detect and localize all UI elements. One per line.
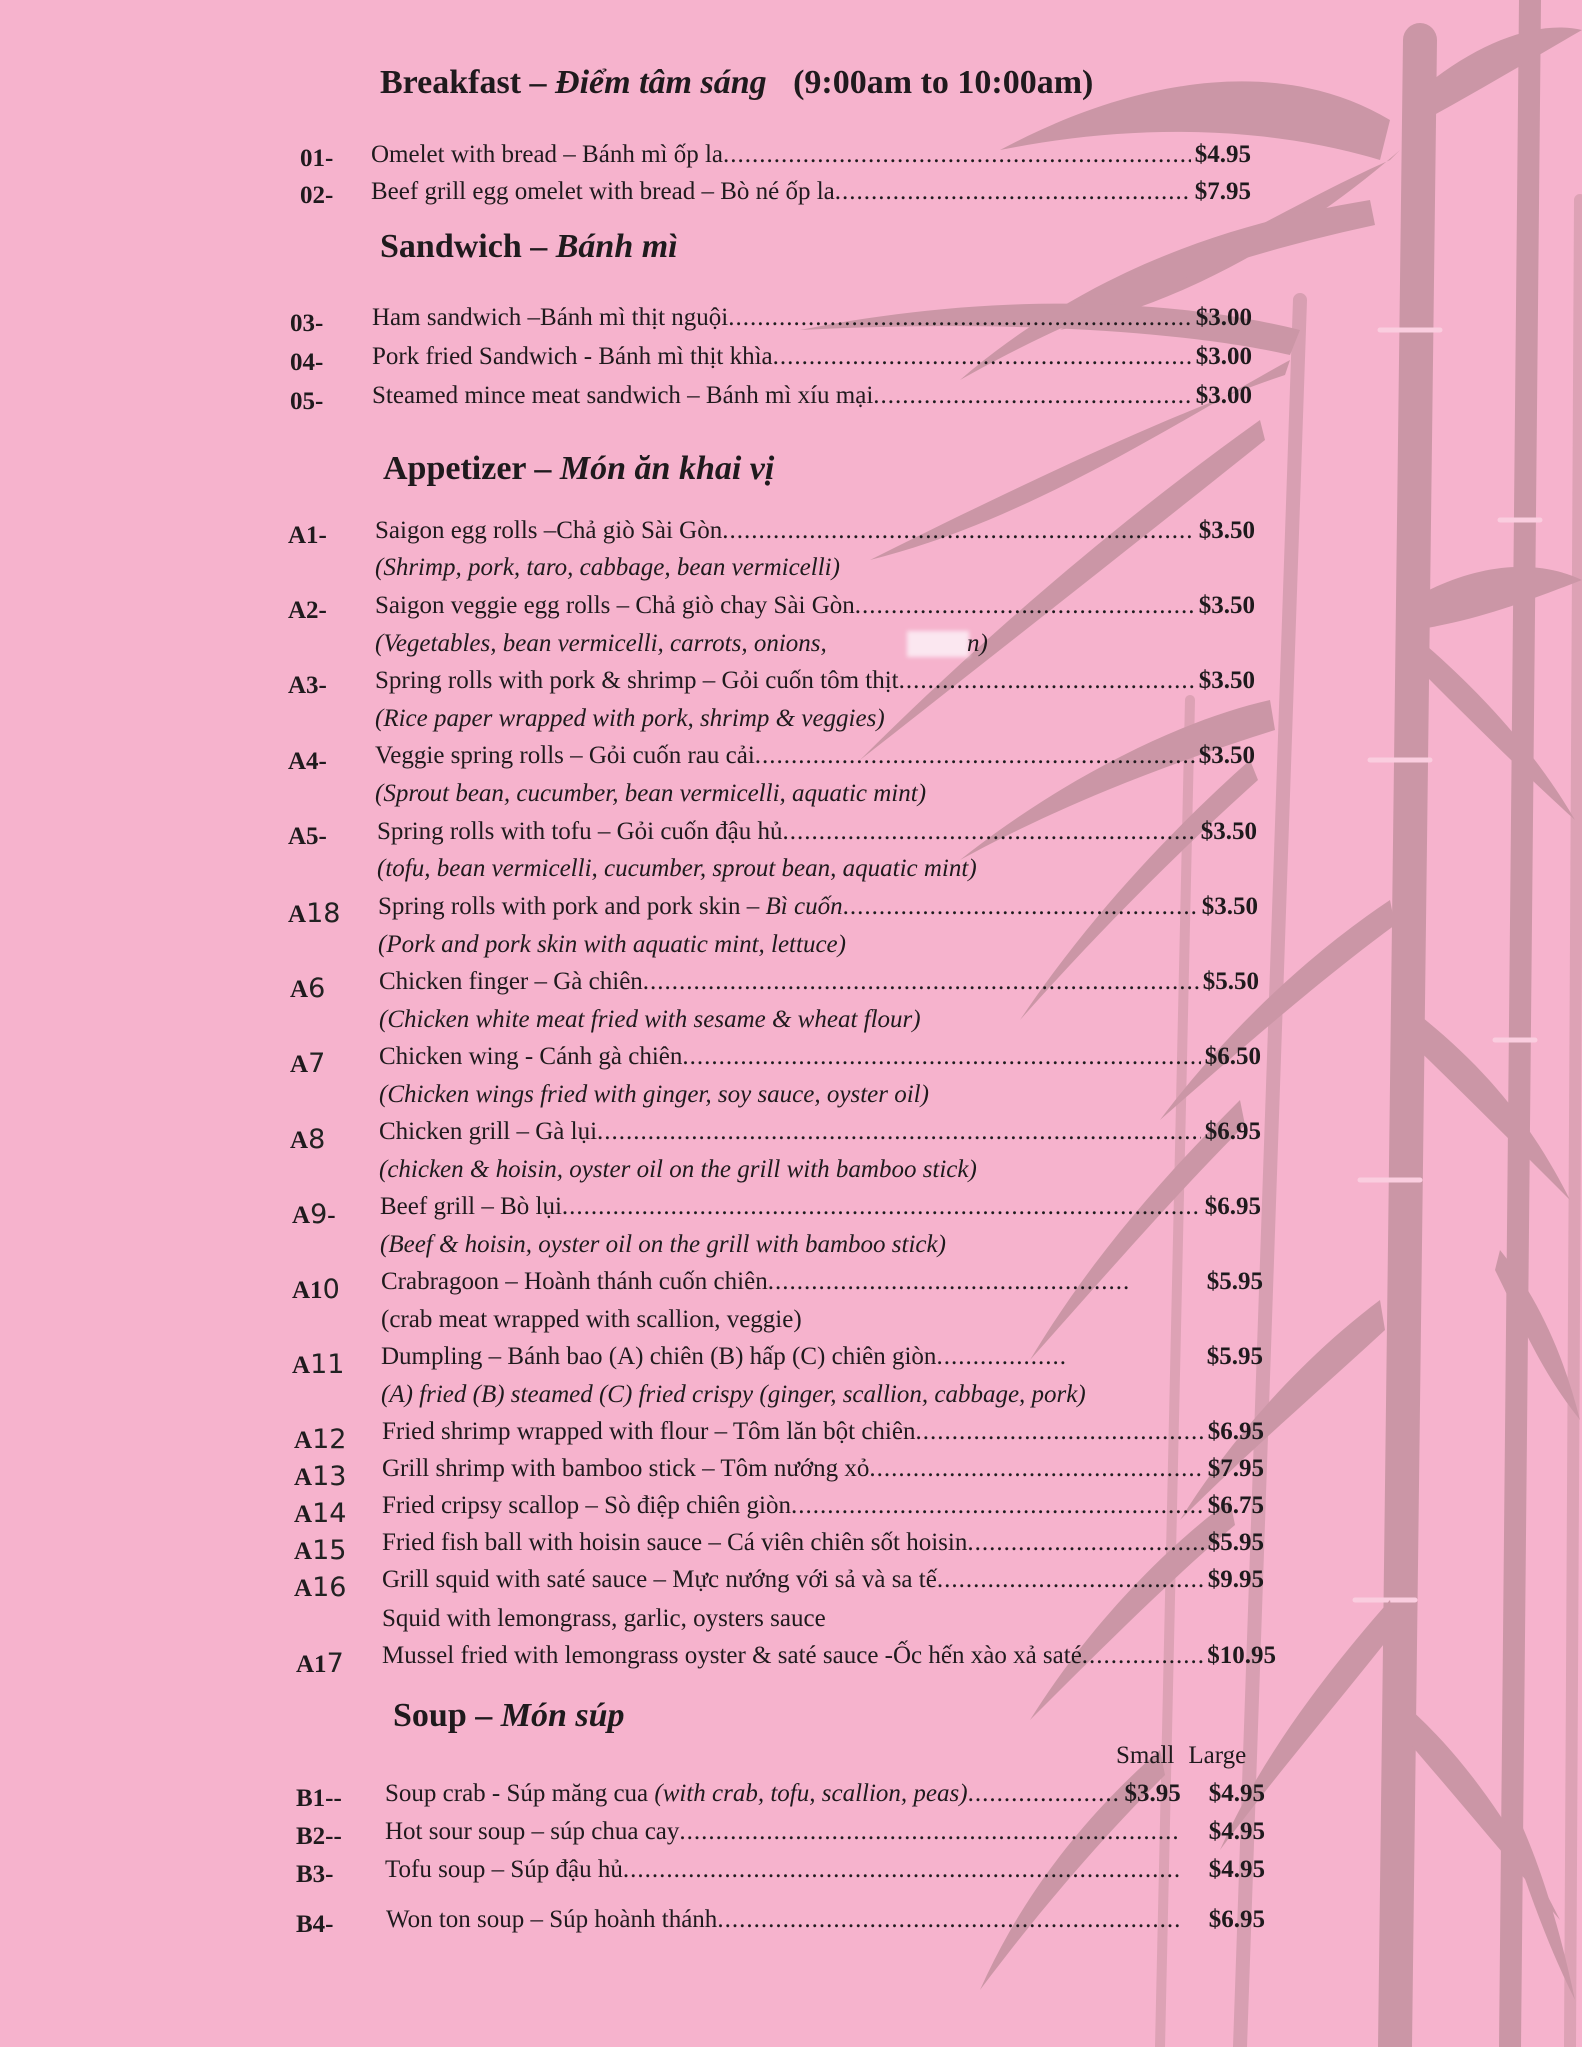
item-code-handwritten: 18 xyxy=(306,898,341,929)
item-code xyxy=(292,1199,336,1230)
item-code: B3- xyxy=(296,1861,334,1888)
item-code xyxy=(290,1048,325,1079)
size-large-label: Large xyxy=(1188,1742,1247,1769)
item-name: Won ton soup – Súp hoành thánh xyxy=(386,1906,718,1933)
menu-item xyxy=(379,1118,1261,1146)
menu-item xyxy=(375,592,1255,620)
menu-item xyxy=(382,1492,1264,1520)
item-description: (Vegetables, bean vermicelli, carrots, onions, xyxy=(375,630,827,657)
item-description: (Beef & hoisin, oyster oil on the grill with bamboo stick) xyxy=(380,1231,946,1258)
breakfast-title-en: Breakfast – xyxy=(380,64,547,101)
item-price-large: $4.95 xyxy=(1208,1780,1265,1807)
menu-item xyxy=(377,818,1257,846)
item-name: Pork fried Sandwich - Bánh mì thịt khìa xyxy=(372,343,773,370)
menu-item xyxy=(380,1193,1261,1221)
item-code-handwritten: 7 xyxy=(308,1048,326,1079)
item-code: 05- xyxy=(290,388,324,415)
item-code-prefix: A xyxy=(290,976,309,1003)
item-price: $5.95 xyxy=(1206,1343,1263,1370)
item-price: $9.95 xyxy=(1207,1566,1264,1593)
soup-title-en: Soup – xyxy=(393,1697,493,1734)
item-price: $3.50 xyxy=(1198,742,1255,769)
item-code-handwritten: 14 xyxy=(312,1498,347,1529)
menu-item xyxy=(379,968,1259,996)
item-code: B1-- xyxy=(296,1785,342,1812)
item-name: Beef grill egg omelet with bread – Bò né ốp la xyxy=(371,178,835,205)
breakfast-title-vi: Điểm tâm sáng xyxy=(555,64,767,101)
menu-item xyxy=(379,1043,1261,1071)
item-name: Saigon egg rolls –Chả giò Sài Gòn xyxy=(375,517,723,544)
item-code: 03- xyxy=(290,310,324,337)
item-code-prefix: A xyxy=(294,1427,313,1454)
item-name: Tofu soup – Súp đậu hủ xyxy=(385,1856,623,1883)
sandwich-title-vi: Bánh mì xyxy=(555,228,678,265)
item-code xyxy=(290,1124,325,1155)
item-description: (Chicken wings fried with ginger, soy sauce, oyster oil) xyxy=(379,1081,929,1108)
item-price: $3.50 xyxy=(1198,667,1255,694)
item-code xyxy=(294,1461,346,1492)
item-name: Chicken wing - Cánh gà chiên xyxy=(379,1043,683,1070)
item-name: Veggie spring rolls – Gỏi cuốn rau cải xyxy=(375,742,755,769)
item-code-handwritten: 15 xyxy=(312,1535,347,1566)
item-code xyxy=(292,1349,344,1380)
item-name: Dumpling – Bánh bao (A) chiên (B) hấp (C) chiên giòn xyxy=(381,1343,937,1370)
item-name: Omelet with bread – Bánh mì ốp la xyxy=(371,141,724,168)
item-price: $3.50 xyxy=(1198,517,1255,544)
appetizer-title-en: Appetizer – xyxy=(383,450,552,487)
item-code-handwritten: 9 xyxy=(310,1199,328,1230)
item-code-prefix: A xyxy=(294,1501,313,1528)
item-description: (A) fried (B) steamed (C) fried crispy (ginger, scallion, cabbage, pork) xyxy=(381,1381,1086,1408)
item-name: Hot sour soup – súp chua cay xyxy=(385,1818,680,1845)
item-price: $7.95 xyxy=(1194,178,1251,205)
item-description: Squid with lemongrass, garlic, oysters sauce xyxy=(382,1605,826,1632)
menu-item xyxy=(375,742,1255,770)
item-price: $5.95 xyxy=(1207,1529,1264,1556)
item-code-prefix: A1 xyxy=(296,1651,327,1678)
item-code xyxy=(294,1535,346,1566)
breakfast-hours: (9:00am to 10:00am) xyxy=(793,64,1094,101)
appetizer-title xyxy=(383,450,774,488)
menu-item xyxy=(382,1529,1264,1557)
item-name-detail: (with crab, tofu, scallion, peas) xyxy=(654,1780,968,1807)
item-code-handwritten: 7 xyxy=(326,1648,344,1679)
item-code-handwritten: 13 xyxy=(312,1461,347,1492)
appetizer-title-vi: Món ăn khai vị xyxy=(559,450,775,487)
item-price: $6.95 xyxy=(1207,1418,1264,1445)
menu-item xyxy=(375,517,1255,545)
item-code: A4- xyxy=(288,748,327,775)
item-code: B2-- xyxy=(296,1823,342,1850)
item-code-prefix: A xyxy=(294,1538,313,1565)
item-code-handwritten: 12 xyxy=(312,1424,347,1455)
item-name: Fried cripsy scallop – Sò điệp chiên giòn xyxy=(382,1492,791,1519)
item-price-large: $4.95 xyxy=(1208,1818,1265,1845)
item-name: Grill shrimp with bamboo stick – Tôm nướng xỏ xyxy=(382,1455,870,1482)
menu-item xyxy=(385,1780,1265,1808)
item-code: A3- xyxy=(288,672,327,699)
item-price: $3.50 xyxy=(1201,893,1258,920)
item-code: 04- xyxy=(290,349,324,376)
item-description: (tofu, bean vermicelli, cucumber, sprout bean, aquatic mint) xyxy=(377,855,977,882)
item-code xyxy=(294,1424,346,1455)
item-code: B4- xyxy=(296,1911,334,1938)
item-code-suffix: - xyxy=(327,1202,336,1229)
item-code: 02- xyxy=(300,182,334,209)
item-description: (Shrimp, pork, taro, cabbage, bean vermicelli) xyxy=(375,554,840,581)
item-price: $3.00 xyxy=(1195,382,1252,409)
size-headers xyxy=(1116,1742,1246,1770)
menu-item xyxy=(385,1818,1265,1846)
item-code: A5- xyxy=(288,823,327,850)
item-price: $3.50 xyxy=(1200,818,1257,845)
item-code-prefix: A xyxy=(292,1202,311,1229)
item-code: A2- xyxy=(288,597,327,624)
item-code xyxy=(294,1572,346,1603)
item-price: $10.95 xyxy=(1207,1642,1276,1669)
white-smudge xyxy=(907,631,969,657)
item-name-vi: Bì cuốn xyxy=(765,893,843,920)
item-description: (Sprout bean, cucumber, bean vermicelli, aquatic mint) xyxy=(375,780,927,807)
menu-item xyxy=(381,1343,1263,1371)
item-code-handwritten: 6 xyxy=(308,973,326,1004)
item-price: $3.50 xyxy=(1198,592,1255,619)
item-code-handwritten: 0 xyxy=(322,1274,340,1305)
item-code xyxy=(290,973,325,1004)
item-name: Spring rolls with pork & shrimp – Gỏi cuốn tôm thịt xyxy=(375,667,899,694)
item-price: $4.95 xyxy=(1194,141,1251,168)
item-price: $3.00 xyxy=(1195,343,1252,370)
item-code xyxy=(288,898,340,929)
item-price: $6.75 xyxy=(1207,1492,1264,1519)
item-price-small: $3.95 xyxy=(1124,1780,1181,1807)
menu-item xyxy=(371,178,1251,206)
item-name: Saigon veggie egg rolls – Chả giò chay Sài Gòn xyxy=(375,592,855,619)
menu-item xyxy=(386,1906,1265,1934)
sandwich-title-en: Sandwich – xyxy=(380,228,548,265)
item-code xyxy=(296,1648,344,1679)
item-price: $7.95 xyxy=(1207,1455,1264,1482)
item-name: Ham sandwich –Bánh mì thịt nguội xyxy=(372,304,729,331)
breakfast-title xyxy=(380,64,1093,102)
item-code-prefix: A xyxy=(294,1575,313,1602)
item-name: Steamed mince meat sandwich – Bánh mì xíu mại xyxy=(372,382,874,409)
item-name: Chicken grill – Gà lụi xyxy=(379,1118,598,1145)
item-name: Crabragoon – Hoành thánh cuốn chiên xyxy=(381,1268,768,1295)
item-name: Spring rolls with tofu – Gỏi cuốn đậu hủ xyxy=(377,818,783,845)
item-price-large: $6.95 xyxy=(1208,1906,1265,1933)
item-code: A1- xyxy=(288,522,327,549)
item-name: Fried fish ball with hoisin sauce – Cá viên chiên sốt hoisin xyxy=(382,1529,968,1556)
item-price: $6.95 xyxy=(1204,1193,1261,1220)
menu-item xyxy=(382,1642,1276,1670)
menu-item xyxy=(371,141,1251,169)
item-description: (Rice paper wrapped with pork, shrimp & veggies) xyxy=(375,705,885,732)
menu-item xyxy=(381,1268,1263,1296)
item-code-handwritten: 11 xyxy=(310,1349,345,1380)
menu-item xyxy=(372,343,1252,371)
item-price: $6.95 xyxy=(1204,1118,1261,1145)
sandwich-title xyxy=(380,228,678,266)
menu-item xyxy=(382,1566,1264,1594)
item-description: (Pork and pork skin with aquatic mint, lettuce) xyxy=(378,931,846,958)
item-code xyxy=(292,1274,340,1305)
item-name: Mussel fried with lemongrass oyster & saté sauce -Ốc hến xào xả saté xyxy=(382,1642,1082,1669)
item-price: $6.50 xyxy=(1204,1043,1261,1070)
item-code-prefix: A1 xyxy=(292,1277,323,1304)
menu-item xyxy=(382,1418,1264,1446)
item-code-prefix: A xyxy=(292,1352,311,1379)
item-price-large: $4.95 xyxy=(1208,1856,1265,1883)
item-description: (Chicken white meat fried with sesame & wheat flour) xyxy=(379,1006,921,1033)
item-description: (chicken & hoisin, oyster oil on the grill with bamboo stick) xyxy=(379,1156,977,1183)
soup-title xyxy=(393,1697,625,1735)
item-code xyxy=(294,1498,346,1529)
size-small-label: Small xyxy=(1116,1742,1175,1769)
item-name: Soup crab - Súp măng cua xyxy=(385,1780,649,1807)
item-price: $5.50 xyxy=(1202,968,1259,995)
item-code-handwritten: 8 xyxy=(308,1124,326,1155)
item-code-handwritten: 16 xyxy=(312,1572,347,1603)
menu-item xyxy=(375,667,1255,695)
item-code-prefix: A xyxy=(294,1464,313,1491)
menu-item xyxy=(372,304,1252,332)
item-price: $3.00 xyxy=(1195,304,1252,331)
item-price: $5.95 xyxy=(1206,1268,1263,1295)
item-code: 01- xyxy=(300,145,334,172)
item-name: Beef grill – Bò lụi xyxy=(380,1193,562,1220)
menu-item xyxy=(385,1856,1265,1884)
menu-item xyxy=(372,382,1252,410)
item-name: Fried shrimp wrapped with flour – Tôm lăn bột chiên xyxy=(382,1418,916,1445)
item-name: Grill squid with saté sauce – Mực nướng với sả và sa tế xyxy=(382,1566,937,1593)
menu-item xyxy=(382,1455,1264,1483)
menu-item xyxy=(378,893,1258,921)
item-description-tail: n) xyxy=(967,630,988,657)
item-code-prefix: A xyxy=(288,901,307,928)
item-code-prefix: A xyxy=(290,1127,309,1154)
item-name: Spring rolls with pork and pork skin – xyxy=(378,893,760,920)
soup-title-vi: Món súp xyxy=(500,1697,625,1734)
item-code-prefix: A xyxy=(290,1051,309,1078)
item-name: Chicken finger – Gà chiên xyxy=(379,968,643,995)
item-description: (crab meat wrapped with scallion, veggie) xyxy=(381,1306,802,1333)
